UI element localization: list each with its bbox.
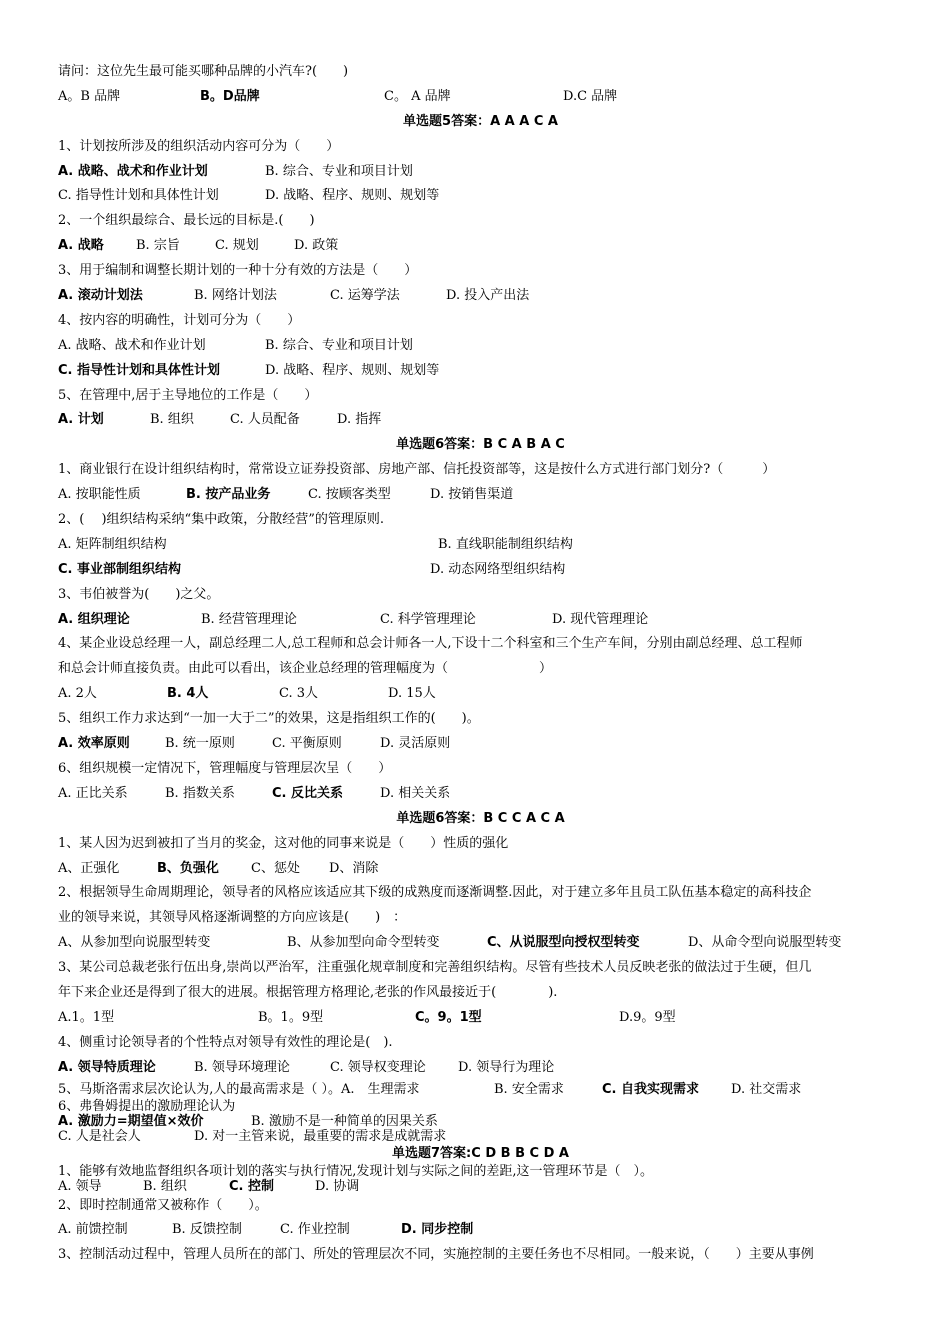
option-a-answer: A. 计划 bbox=[58, 412, 104, 428]
question-stem: 1、某人因为迟到被扣了当月的奖金，这对他的同事来说是（ ）性质的强化 bbox=[58, 835, 509, 851]
option-d: D.C 品牌 bbox=[563, 88, 618, 104]
option-c: C. 指导性计划和具体性计划 bbox=[58, 188, 219, 204]
option-c: C. 平衡原则 bbox=[272, 736, 342, 752]
options-row bbox=[58, 184, 903, 209]
option-b-answer: B. 4人 bbox=[167, 686, 209, 702]
question-stem: 3、某公司总裁老张行伍出身,崇尚以严治军，注重强化规章制度和完善组织结构。尽管有些技术人员反映老张的做法过于生硬，但几 bbox=[58, 960, 812, 976]
option-c: C. 作业控制 bbox=[280, 1222, 350, 1238]
option-b: B. 网络计划法 bbox=[194, 288, 277, 304]
options-row bbox=[58, 931, 903, 956]
option-a: A.1。1型 bbox=[58, 1009, 115, 1025]
option-d: D.9。9型 bbox=[619, 1009, 676, 1025]
question-stem: 3、韦伯被誉为( )之父。 bbox=[58, 586, 220, 602]
option-d: D. 灵活原则 bbox=[380, 736, 451, 752]
option-d: D、消除 bbox=[329, 860, 379, 876]
option-c: C. 规划 bbox=[215, 238, 259, 254]
question-stem: 2、即时控制通常又被称作（ ）。 bbox=[58, 1197, 268, 1213]
option-c: C. 人员配备 bbox=[230, 412, 300, 428]
options-row bbox=[58, 1006, 903, 1031]
option-c: C. 领导权变理论 bbox=[330, 1059, 426, 1075]
option-a: A. 领导 bbox=[58, 1178, 102, 1194]
question-stem: 6、组织规模一定情况下，管理幅度与管理层次呈（ ） bbox=[58, 760, 392, 776]
question-stem: 1、商业银行在设计组织结构时，常常设立证券投资部、房地产部、信托投资部等，这是按什么方式进行部门划分?（ ） bbox=[58, 462, 776, 478]
options-row bbox=[58, 1081, 903, 1099]
options-row bbox=[58, 732, 903, 757]
option-d: D. 现代管理理论 bbox=[552, 611, 649, 627]
option-d: D. 领导行为理论 bbox=[458, 1059, 555, 1075]
option-a: A。B 品牌 bbox=[58, 88, 121, 104]
question-stem: 2、( )组织结构采纳“集中政策，分散经营”的管理原则. bbox=[58, 512, 384, 528]
option-d: D. 相关关系 bbox=[380, 785, 451, 801]
option-b: B. 安全需求 bbox=[494, 1081, 564, 1097]
option-c-answer: C. 反比关系 bbox=[272, 785, 344, 801]
option-a-answer: A. 激励力=期望值×效价 bbox=[58, 1113, 204, 1129]
document-page bbox=[58, 60, 903, 1268]
question-stem-cont: 和总会计师直接负责。由此可以看出，该企业总经理的管理幅度为（ ） bbox=[58, 661, 553, 677]
question-stem: 4、某企业设总经理一人，副总经理二人,总工程师和总会计师各一人,下设十二个科室和三个生产车间，分别由副总经理、总工程师 bbox=[58, 636, 803, 652]
option-c: C. 人是社会人 bbox=[58, 1128, 141, 1144]
option-a: A. 正比关系 bbox=[58, 785, 128, 801]
option-b: B. 组织 bbox=[150, 412, 194, 428]
question-stem: 5、在管理中,居于主导地位的工作是（ ） bbox=[58, 387, 318, 403]
option-b: B. 综合、专业和项目计划 bbox=[265, 337, 413, 353]
question-stem: 2、一个组织最综合、最长远的目标是.( ) bbox=[58, 213, 315, 229]
options-row bbox=[58, 608, 903, 633]
option-b: B. 统一原则 bbox=[165, 736, 235, 752]
section-header: 单选题6答案：B C C A C A bbox=[396, 810, 565, 826]
option-a: A. 2人 bbox=[58, 686, 97, 702]
question-stem: 请问：这位先生最可能买哪种品牌的小汽车?( ) bbox=[58, 64, 349, 79]
options-row bbox=[58, 1056, 903, 1081]
option-d: D. 对一主管来说，最重要的需求是成就需求 bbox=[194, 1128, 447, 1144]
section-header: 单选题6答案：B C A B A C bbox=[396, 437, 565, 453]
option-b: B. 综合、专业和项目计划 bbox=[265, 163, 413, 179]
options-row bbox=[58, 782, 903, 807]
option-d: D. 政策 bbox=[294, 238, 339, 254]
question-stem: 3、控制活动过程中，管理人员所在的部门、所处的管理层次不同，实施控制的主要任务也不尽相同。一般来说，（ ）主要从事例 bbox=[58, 1247, 814, 1263]
option-b: B. 指数关系 bbox=[165, 785, 235, 801]
options-row bbox=[58, 682, 903, 707]
option-d: D. 社交需求 bbox=[731, 1081, 802, 1097]
option-a-answer: A. 组织理论 bbox=[58, 611, 130, 627]
option-c: C. 3人 bbox=[279, 686, 319, 702]
options-row bbox=[58, 857, 903, 882]
options-row bbox=[58, 85, 903, 110]
option-b: B. 直线职能制组织结构 bbox=[438, 536, 573, 552]
option-a: A. 前馈控制 bbox=[58, 1222, 128, 1238]
option-a-answer: A. 战略 bbox=[58, 238, 104, 254]
question-stem: 1、能够有效地监督组织各项计划的落实与执行情况,发现计划与实际之间的差距,这一管理环节是（ ）。 bbox=[58, 1163, 654, 1179]
option-b: B. 领导环境理论 bbox=[194, 1059, 290, 1075]
option-a-answer: A. 效率原则 bbox=[58, 736, 130, 752]
option-c: C、惩处 bbox=[251, 860, 300, 876]
options-row bbox=[58, 408, 903, 433]
option-c: C。 A 品牌 bbox=[384, 88, 451, 104]
options-row bbox=[58, 359, 903, 384]
option-c-answer: C。9。1型 bbox=[415, 1009, 482, 1025]
option-a-answer: A. 滚动计划法 bbox=[58, 288, 143, 304]
question-stem: 5、马斯洛需求层次论认为,人的最高需求是（ ）。A. 生理需求 bbox=[58, 1081, 420, 1097]
section-header: 单选题5答案：A A A C A bbox=[403, 113, 558, 129]
option-d: D. 按销售渠道 bbox=[430, 487, 514, 503]
options-row bbox=[58, 160, 903, 185]
option-a: A. 矩阵制组织结构 bbox=[58, 536, 167, 552]
option-a: A、从参加型向说服型转变 bbox=[58, 935, 211, 951]
option-b: B. 组织 bbox=[143, 1178, 187, 1194]
section-header: 单选题7答案:C D B B C D A bbox=[392, 1145, 569, 1161]
question-stem: 1、计划按所涉及的组织活动内容可分为（ ） bbox=[58, 138, 340, 154]
options-row bbox=[58, 234, 903, 259]
question-stem: 6、弗鲁姆提出的激励理论认为 bbox=[58, 1098, 236, 1114]
option-b: B. 宗旨 bbox=[136, 238, 180, 254]
option-a: A. 战略、战术和作业计划 bbox=[58, 337, 206, 353]
options-row bbox=[58, 1129, 903, 1144]
option-c-answer: C. 指导性计划和具体性计划 bbox=[58, 362, 221, 378]
options-row bbox=[58, 334, 903, 359]
options-row bbox=[58, 483, 903, 508]
question-stem: 5、组织工作力求达到“一加一大于二”的效果，这是指组织工作的( )。 bbox=[58, 711, 480, 727]
options-row bbox=[58, 1218, 903, 1243]
option-c-answer: C. 自我实现需求 bbox=[602, 1081, 700, 1097]
option-d: D. 15人 bbox=[388, 686, 436, 702]
option-b: B、从参加型向命令型转变 bbox=[287, 935, 440, 951]
option-a-answer: A. 领导特质理论 bbox=[58, 1059, 156, 1075]
option-b: B. 激励不是一种简单的因果关系 bbox=[251, 1113, 438, 1129]
option-a: A. 按职能性质 bbox=[58, 487, 141, 503]
option-d: D. 指挥 bbox=[337, 412, 382, 428]
question-stem: 3、用于编制和调整长期计划的一种十分有效的方法是（ ） bbox=[58, 263, 418, 279]
question-stem: 4、按内容的明确性，计划可分为（ ） bbox=[58, 312, 301, 328]
option-d-answer: D. 同步控制 bbox=[401, 1222, 474, 1238]
option-d: D. 投入产出法 bbox=[446, 288, 530, 304]
option-c: C. 按顾客类型 bbox=[308, 487, 391, 503]
options-row bbox=[58, 1114, 903, 1129]
option-b: B. 反馈控制 bbox=[172, 1222, 242, 1238]
option-b-answer: B. 按产品业务 bbox=[186, 487, 271, 503]
option-a: A、正强化 bbox=[58, 860, 120, 876]
option-c-answer: C、从说服型向授权型转变 bbox=[487, 935, 640, 951]
question-stem-cont: 业的领导来说，其领导风格逐渐调整的方向应该是( ) ： bbox=[58, 910, 407, 926]
question-stem: 4、侧重讨论领导者的个性特点对领导有效性的理论是( ). bbox=[58, 1034, 393, 1050]
option-c: C. 运筹学法 bbox=[330, 288, 400, 304]
option-d: D. 战略、程序、规则、规划等 bbox=[265, 362, 440, 378]
question-stem-cont: 年下来企业还是得到了很大的进展。根据管理方格理论,老张的作风最接近于( ). bbox=[58, 984, 558, 1000]
option-d: D、从命令型向说服型转变 bbox=[688, 935, 842, 951]
options-row bbox=[58, 533, 903, 558]
options-row bbox=[58, 284, 903, 309]
option-b: B。1。9型 bbox=[258, 1009, 324, 1025]
option-d: D. 动态网络型组织结构 bbox=[430, 561, 566, 577]
option-c: C. 科学管理理论 bbox=[380, 611, 476, 627]
option-b: B. 经营管理理论 bbox=[201, 611, 297, 627]
options-row bbox=[58, 1179, 903, 1194]
option-d: D. 协调 bbox=[315, 1178, 360, 1194]
options-row bbox=[58, 558, 903, 583]
option-b-answer: B、负强化 bbox=[157, 860, 219, 876]
question-stem: 2、根据领导生命周期理论，领导者的风格应该适应其下级的成熟度而逐渐调整.因此，对于建立多年且员工队伍基本稳定的高科技企 bbox=[58, 885, 812, 901]
option-b-answer: B。D品牌 bbox=[200, 88, 260, 104]
option-d: D. 战略、程序、规则、规划等 bbox=[265, 188, 440, 204]
option-c-answer: C. 事业部制组织结构 bbox=[58, 561, 182, 577]
option-a-answer: A. 战略、战术和作业计划 bbox=[58, 163, 208, 179]
option-c-answer: C. 控制 bbox=[229, 1178, 275, 1194]
